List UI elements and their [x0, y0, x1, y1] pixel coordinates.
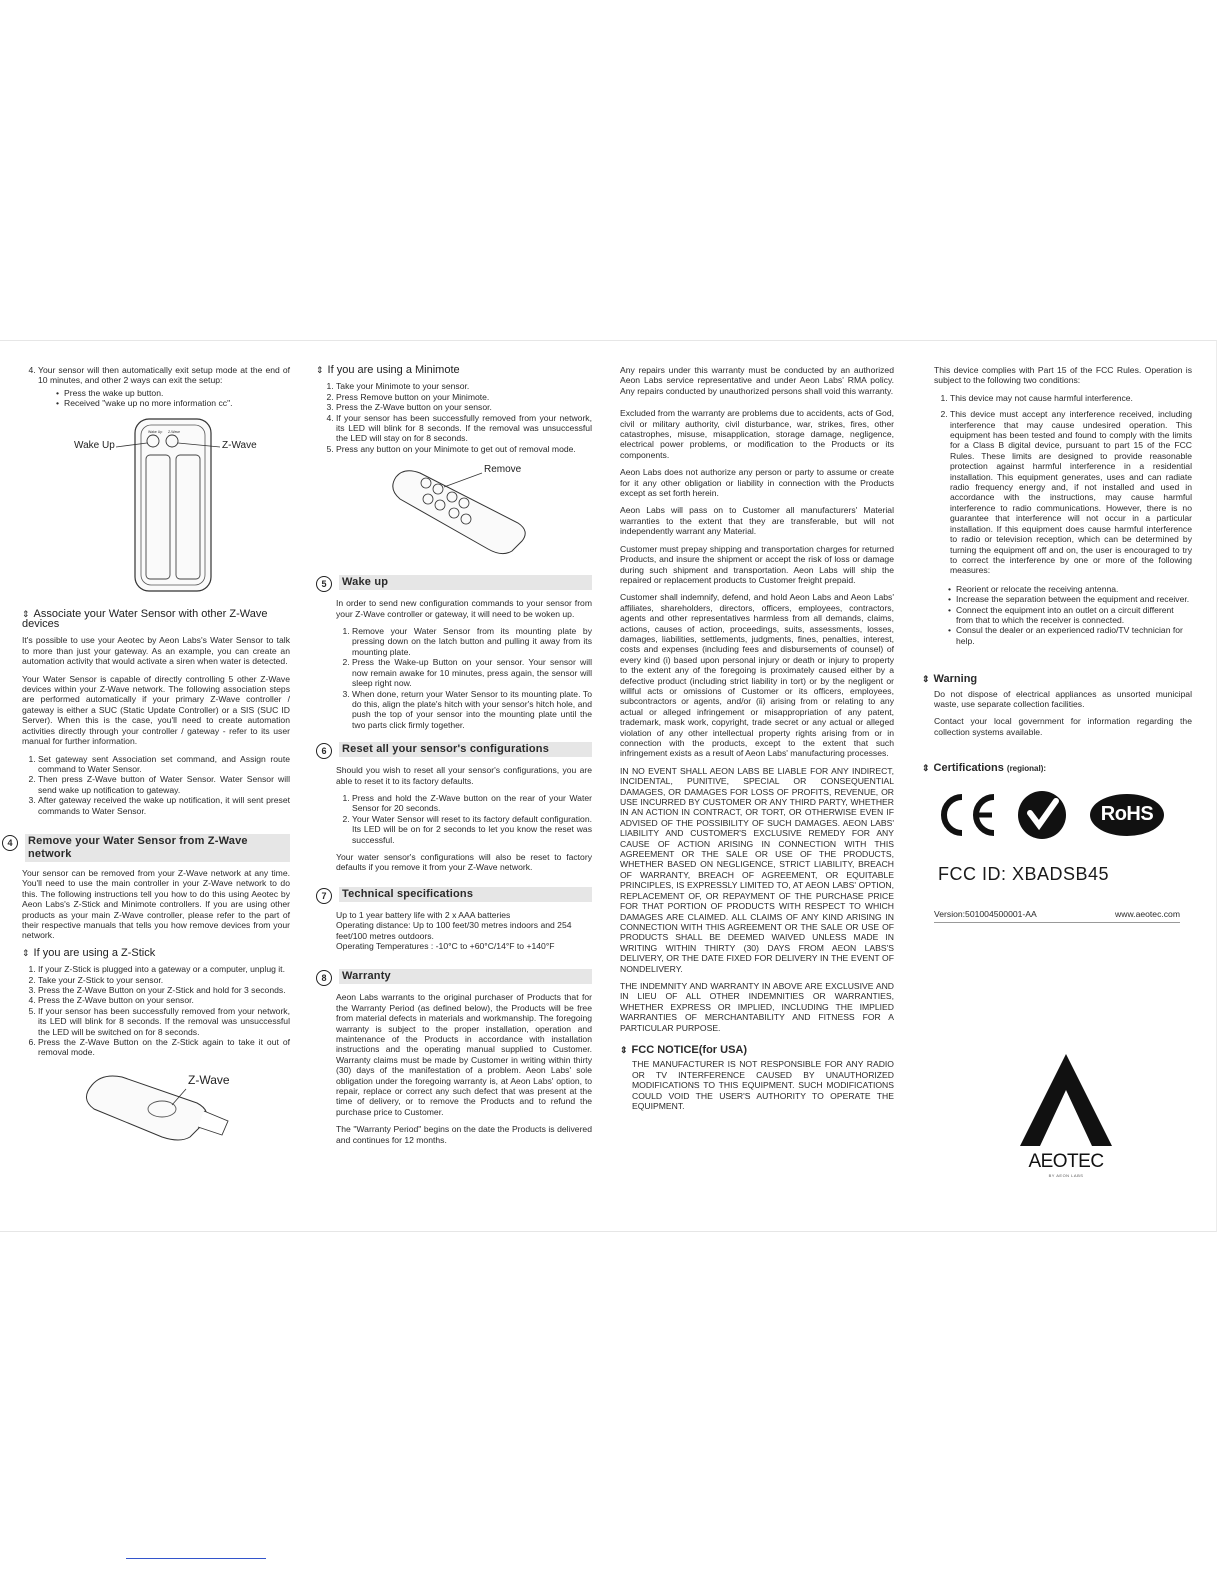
section-number: 5	[316, 576, 332, 592]
fcc-id: FCC ID: XBADSB45	[938, 863, 1110, 884]
paragraph: Customer shall indemnify, defend, and hold Aeon Labs and Aeon Labs' affiliates, shareholders, directors, officers, employees, contractors, agents and other representatives harmless from all demands, claims, actions, causes of action, proceedings, suits, assessments, losses, damages, liabilities, settlements, judgments, fines, penalties, interest, costs and expenses (including fees and disbursements of counsel) of every kind (i) based upon personal injury or death or injury to property to the extent any of the foregoing is proximately caused either by a defective product (including strict liability in tort) or by the negligent or willful acts or omissions of Customer or its officers, employees, subcontractors or agents, and/or (ii) arising from or relating to any actual or alleged infringement or misappropriation of any patent, trademark, mask work, copyright, trade secret or any actual or alleged violation of any other intellectual property rights arising from or in connection with the products, except to the extent that such infringement exists as a result of Aeon Labs' manufacturing processes.	[620, 592, 894, 759]
warning-text: Contact your local government for information regarding the collection systems available.	[934, 716, 1192, 737]
column-2	[316, 365, 592, 1152]
zstick-step: 3. Press the Z-Wave Button on your Z-Stick and hold for 3 seconds.	[38, 985, 290, 995]
certification-logos	[936, 789, 1192, 841]
zstick-heading: ⇕ If you are using a Z-Stick	[22, 946, 156, 959]
bullet: • Press the wake up button.	[56, 388, 290, 398]
zstick-step: 2. Take your Z-Stick to your sensor.	[38, 975, 290, 985]
column-1	[7, 365, 290, 1145]
associate-heading: ⇕ Associate your Water Sensor with other Z-Wave devices	[22, 607, 268, 631]
column-4	[922, 365, 1192, 923]
paragraph: Should you wish to reset all your sensor's configurations, you are able to reset it to its factory defaults.	[336, 765, 592, 786]
fcc-notice-heading: ⇕ FCC NOTICE(for USA)	[620, 1043, 748, 1056]
minimote-step: 5. Press any button on your Minimote to get out of removal mode.	[336, 444, 592, 454]
spec-line: Operating distance: Up to 100 feet/30 metres indoors and 254 feet/100 metres outdoors.	[336, 920, 572, 941]
minimote-heading: ⇕ If you are using a Minimote	[316, 364, 460, 376]
reset-step: 2. Your Water Sensor will reset to its factory default configuration. Its LED will be on for 2 seconds to let you know the reset was successful.	[352, 814, 592, 845]
c-tick-mark-icon	[1016, 789, 1068, 841]
section-number: 7	[316, 888, 332, 904]
minimote-figure	[316, 461, 592, 561]
minimote-step: 1. Take your Minimote to your sensor.	[336, 381, 592, 391]
zstick-step: 1. If your Z-Stick is plugged into a gateway or a computer, unplug it.	[38, 964, 290, 974]
wake-up-label: Wake Up	[74, 439, 115, 451]
reset-step: 1. Press and hold the Z-Wave button on the rear of your Water Sensor for 20 seconds.	[352, 793, 592, 814]
section-8-heading: 8 Warranty	[316, 969, 592, 986]
spec-line: Up to 1 year battery life with 2 x AAA batteries	[336, 909, 511, 920]
section-number: 8	[316, 970, 332, 986]
bullet: • Received "wake up no more information cc".	[56, 398, 290, 408]
section-number: 6	[316, 743, 332, 759]
section-number: 4	[2, 835, 18, 851]
rohs-logo: RoHS	[1090, 794, 1164, 836]
section-7-heading: 7 Technical specifications	[316, 887, 592, 904]
ce-mark-icon	[936, 791, 1000, 839]
fcc-condition: 2. This device must accept any interference received, including interference that may cause undesired operation. This equipment has been tested and found to comply with the limits for a Class B digital device, pursuant to part 15 of the FCC Rules. These limits are designed to provide reasonable protection against harmful interference in a residential installation. This equipment generates, uses and can radiate radio frequency energy and, if not installed and used in accordance with the instructions, may cause harmful interference to radio communications. However, there is no guarantee that interference will not occur in a particular installation. If this equipment does cause harmful interference to radio or television reception, which can be determined by turning the equipment off and on, the user is encouraged to try to correct the interference by one or more of the following measures:	[950, 409, 1192, 576]
section-5-heading: 5 Wake up	[316, 575, 592, 592]
updown-arrow-icon: ⇕	[922, 763, 930, 774]
measure: • Increase the separation between the equipment and receiver.	[948, 594, 1192, 604]
paragraph: Excluded from the warranty are problems due to accidents, acts of God, civil or military authority, civil disturbance, war, strikes, fires, other catastrophes, misuse, misapplication, storage damage, negligence, electrical power problems, or modification to the Products or its components.	[620, 408, 894, 460]
wakeup-step: 3. When done, return your Water Sensor to its mounting plate. To do this, align the plate's hitch with your sensor's hitch hole, and push the top of your sensor into the mounting plate until the two parts click firmly together.	[352, 689, 592, 731]
paragraph: Your sensor can be removed from your Z-Wave network at any time. You'll need to use the main controller in your Z-Wave network to do this. The following instructions tell you how to do this using Aeotec by Aeon Labs's Z-Stick and Minimote controllers. If you are using other products as your main Z-Wave controller, please refer to the part of their respective manuals that tells you how remove devices from your network.	[22, 867, 290, 941]
warning-text: Do not dispose of electrical appliances as unsorted municipal waste, use separate collection facilities.	[934, 688, 1192, 709]
paragraph: THE INDEMNITY AND WARRANTY IN ABOVE ARE EXCLUSIVE AND IN LIEU OF ALL OTHER INDEMNITIES OR WARRANTIES, WHETHER EXPRESS OR IMPLIED, INCLUDING THE IMPLIED WARRANTIES OF MERCHANTABILITY AND FITNESS FOR A PARTICULAR PURPOSE.	[620, 980, 894, 1033]
minimote-step: 2. Press Remove button on your Minimote.	[336, 392, 592, 402]
fcc-notice-text: THE MANUFACTURER IS NOT RESPONSIBLE FOR ANY RADIO OR TV INTERFERENCE CAUSED BY UNAUTHORIZED MODIFICATIONS TO THIS EQUIPMENT. SUCH MODIFICATIONS COULD VOID THE USER'S AUTHORITY TO OPERATE THE EQUIPMENT.	[632, 1059, 894, 1111]
zstick-step: 4. Press the Z-Wave button on your sensor.	[38, 995, 290, 1005]
spec-line: Operating Temperatures : -10°C to +60°C/14°F to +140°F	[336, 941, 555, 951]
zstick-step: 6. Press the Z-Wave Button on the Z-Stick again to take it out of removal mode.	[38, 1037, 290, 1058]
warning-heading: ⇕ Warning	[922, 673, 978, 686]
svg-text:Wake Up: Wake Up	[148, 429, 163, 434]
fcc-intro: This device complies with Part 15 of the FCC Rules. Operation is subject to the following two conditions:	[934, 365, 1192, 386]
paragraph: Customer must prepay shipping and transportation charges for returned Products, and insure the shipment or accept the risk of loss or damage during such shipment and transportation. Aeon Labs will ship the repaired or replacement products to Customer freight prepaid.	[620, 543, 894, 585]
measure: • Reorient or relocate the receiving antenna.	[948, 584, 1192, 594]
zstick-step: 5. If your sensor has been successfully removed from your network, its LED will blink for 8 seconds. If the removal was unsuccessful the LED will be switched on for 8 seconds.	[38, 1006, 290, 1037]
aeotec-logo: AEOTEC BY AEON LABS	[1016, 1052, 1116, 1178]
version-line	[934, 909, 1180, 923]
paragraph: Your water sensor's configurations will also be reset to factory defaults if you remove it from your Z-Wave network.	[336, 851, 592, 873]
minimote-step: 3. Press the Z-Wave button on your sensor.	[336, 402, 592, 412]
measure: • Consul the dealer or an experienced radio/TV technician for help.	[948, 625, 1192, 646]
divider	[126, 1558, 266, 1559]
section-6-heading: 6 Reset all your sensor's configurations	[316, 742, 592, 759]
paragraph: Your Water Sensor is capable of directly controlling 5 other Z-Wave devices within your Z-Wave network. The following association steps are performed automatically if your primary Z-Wave controller / gateway is either a SUC (Static Update Controller) or a SIS (SUC ID Server). When this is the case, you'll need to create automation activities directly through your controller / gateway - refer to its user manual for further information.	[22, 673, 290, 747]
paragraph: Any repairs under this warranty must be conducted by an authorized Aeon Labs service representative and under Aeon Labs' RMA policy. Any repairs conducted by unauthorized persons shall void this warranty.	[620, 365, 894, 396]
updown-arrow-icon: ⇕	[22, 947, 30, 958]
assoc-step: 1. Set gateway sent Association set command, and Assign route command to Water Sensor.	[38, 754, 290, 775]
svg-text:Z-Wave: Z-Wave	[168, 429, 181, 434]
updown-arrow-icon: ⇕	[22, 608, 30, 619]
water-sensor-figure	[22, 415, 290, 595]
website: www.aeotec.com	[1115, 909, 1180, 919]
updown-arrow-icon: ⇕	[620, 1044, 628, 1055]
paragraph: It's possible to use your Aeotec by Aeon Labs's Water Sensor to talk to more than just your gateway. As an example, you can create an automation activity that would activate a siren when water is detected.	[22, 635, 290, 667]
assoc-step: 2. Then press Z-Wave button of Water Sensor. Water Sensor will send wake up notification to gateway.	[38, 774, 290, 795]
aeotec-a-icon	[1016, 1052, 1116, 1148]
zstick-figure	[22, 1065, 290, 1145]
updown-arrow-icon: ⇕	[922, 674, 930, 685]
version: Version:501004500001-AA	[934, 909, 1037, 919]
updown-arrow-icon: ⇕	[316, 365, 324, 375]
minimote-step: 4. If your sensor has been successfully removed from your network, its LED will blink for 8 seconds. If the removal was unsuccessful the LED will stay on for 8 seconds.	[336, 413, 592, 444]
section-4-heading: 4 Remove your Water Sensor from Z-Wave network	[2, 834, 290, 862]
paragraph: The "Warranty Period" begins on the date the Products is delivered and continues for 12 months.	[336, 1124, 592, 1145]
assoc-step: 3. After gateway received the wake up notification, it will sent preset commands to Water Sensor.	[38, 795, 290, 816]
paragraph: Aeon Labs warrants to the original purchaser of Products that for the Warranty Period (as defined below), the Products will be free from material defects in materials and workmanship. The foregoing warranty is subject to the proper installation, operation and maintenance of the Products in accordance with installation instructions and the operating manual supplied to Customer. Warranty claims must be made by Customer in writing within thirty (30) days of the manifestation of a problem. Aeon Labs' sole obligation under the foregoing warranty is, at Aeon Labs' option, to repair, replace or correct any such defect that was present at the time of delivery, or to remove the Products and to refund the purchase price to Customer.	[336, 992, 592, 1117]
measure: • Connect the equipment into an outlet on a circuit different from that to which the receiver is connected.	[948, 605, 1192, 626]
certifications-heading: ⇕ Certifications (regional):	[922, 762, 1047, 775]
paragraph: In order to send new configuration commands to your sensor from your Z-Wave controller or gateway, it will need to be woken up.	[336, 598, 592, 619]
paragraph: Aeon Labs does not authorize any person or party to assume or create for it any other obligation or liability in connection with the Products except as set forth herein.	[620, 467, 894, 499]
remove-label: Remove	[484, 464, 522, 476]
wakeup-step: 1. Remove your Water Sensor from its mounting plate by pressing down on the latch button and pulling it away from its mounting plate.	[352, 626, 592, 657]
zstick-zwave-label: Z-Wave	[188, 1072, 230, 1087]
fcc-condition: 1. This device may not cause harmful interference.	[950, 393, 1192, 403]
wakeup-step: 2. Press the Wake-up Button on your sensor. Your sensor will now remain awake for 10 minutes, press again, the sensor will sleep right now.	[352, 657, 592, 688]
zwave-label: Z-Wave	[222, 439, 257, 451]
column-3	[620, 365, 894, 1118]
paragraph: Aeon Labs will pass on to Customer all manufacturers' Material warranties to the extent that they are transferable, but will not independently warrant any Material.	[620, 505, 894, 537]
setup-step-4: 4. Your sensor will then automatically exit setup mode at the end of 10 minutes, and other 2 ways can exit the setup:	[38, 365, 290, 386]
paragraph: IN NO EVENT SHALL AEON LABS BE LIABLE FOR ANY INDIRECT, INCIDENTAL, PUNITIVE, SPECIAL OR CONSEQUENTIAL DAMAGES, OR DAMAGES FOR LOSS OF PROFITS, REVENUE, OR USE INCURRED BY CUSTOMER OR ANY THIRD PARTY, WHETHER IN AN ACTION IN CONTRACT, OR TORT, OR OTHERWISE EVEN IF ADVISED OF THE POSSIBILITY OF SUCH DAMAGES. AEON LABS' LIABILITY AND CUSTOMER'S EXCLUSIVE REMEDY FOR ANY CAUSE OF ACTION ARISING IN CONNECTION WITH THIS AGREEMENT OR THE SALE OR USE OF THE PRODUCTS, WHETHER BASED ON NEGLIGENCE, STRICT LIABILITY, BREACH OF WARRANTY, BREACH OF AGREEMENT, OR EQUITABLE PRINCIPLES, IS EXPRESSLY LIMITED TO, AT AEON LABS' OPTION, REPLACEMENT OF, OR REPAYMENT OF THE PURCHASE PRICE FOR THAT PORTION OF PRODUCTS WITH RESPECT TO WHICH DAMAGES ARE CLAIMED. ALL CLAIMS OF ANY KIND ARISING IN CONNECTION WITH THIS AGREEMENT OR THE SALE OR USE OF PRODUCTS SHALL BE DEEMED WAIVED UNLESS MADE IN WRITING WITHIN THIRTY (30) DAYS FROM AEON LABS'S DELIVERY, OR THE DATE FIXED FOR DELIVERY IN THE EVENT OF NONDELIVERY.	[620, 765, 894, 974]
